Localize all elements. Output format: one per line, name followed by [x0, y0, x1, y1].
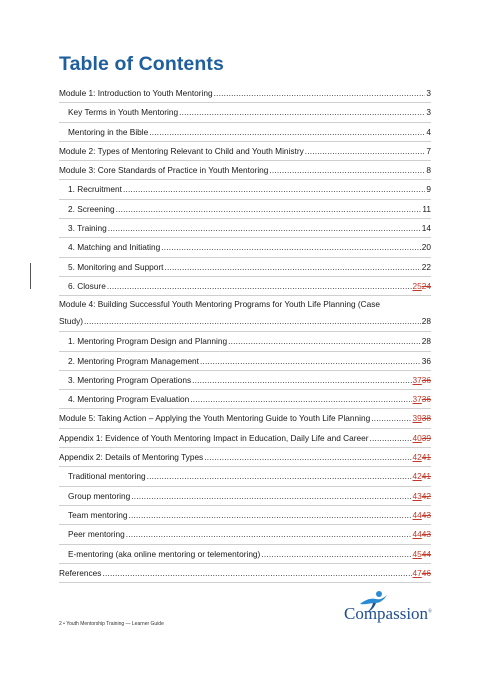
leader-dots	[179, 103, 425, 121]
toc-entry-label: 3. Mentoring Program Operations	[68, 374, 192, 385]
deleted-page-number: 24	[421, 280, 431, 291]
leader-dots	[305, 142, 426, 160]
toc-entry-page	[413, 506, 431, 524]
revised-page-number: 37	[412, 374, 422, 385]
toc-entry[interactable]	[59, 161, 431, 180]
toc-entry-label: Module 1: Introduction to Youth Mentoring	[59, 88, 213, 98]
revised-page-number: 47	[412, 567, 422, 578]
toc-entry-page	[413, 564, 431, 582]
toc-entry-page: 22	[421, 261, 431, 272]
toc-entry-label: E-mentoring (aka online mentoring or telementoring)	[68, 548, 261, 559]
toc-entry-page	[413, 467, 431, 485]
revised-page-number: 42	[412, 471, 422, 482]
toc-entry-label: Traditional mentoring	[68, 471, 146, 482]
toc-entry[interactable]	[59, 296, 431, 332]
toc-entry-page	[413, 371, 431, 389]
toc-entry[interactable]	[59, 545, 431, 564]
toc-entry-label: 3. Training	[68, 223, 107, 234]
toc-entry-label: Appendix 2: Details of Mentoring Types	[59, 452, 204, 463]
toc-entry[interactable]	[59, 448, 431, 467]
toc-entry[interactable]	[59, 332, 431, 351]
toc-entry-page: 14	[421, 223, 431, 234]
deleted-page-number: 38	[421, 413, 431, 424]
toc-entry-page: 20	[421, 242, 431, 253]
leader-dots	[190, 390, 411, 408]
toc-entry-label: Key Terms in Youth Mentoring	[68, 107, 179, 118]
compassion-logo	[344, 590, 439, 630]
toc-entry-label: References	[59, 567, 102, 578]
revised-page-number: 43	[412, 490, 422, 501]
change-bar	[30, 263, 31, 289]
leader-dots	[129, 506, 412, 524]
leader-dots	[269, 161, 425, 179]
deleted-page-number: 41	[421, 452, 431, 463]
deleted-page-number: 36	[421, 394, 431, 405]
leader-dots	[200, 352, 421, 370]
toc-entry-page	[413, 429, 431, 447]
leader-dots	[102, 564, 411, 582]
leader-dots	[214, 84, 426, 102]
leader-dots	[192, 371, 411, 389]
deleted-page-number: 36	[421, 374, 431, 385]
toc-entry[interactable]	[59, 123, 431, 142]
leader-dots	[107, 277, 412, 295]
compassion-wordmark: Compassion®	[344, 604, 432, 623]
toc-entry-label: Module 5: Taking Action – Applying the Youth Mentoring Guide to Youth Life Planning	[59, 413, 371, 424]
toc-entry-label: Module 3: Core Standards of Practice in Youth Mentoring	[59, 165, 269, 176]
page-title: Table of Contents	[59, 53, 224, 75]
toc-entry[interactable]	[59, 277, 431, 296]
revised-page-number: 44	[412, 509, 422, 520]
leader-dots	[161, 238, 421, 256]
toc-entry-page	[413, 545, 431, 563]
leader-dots	[123, 180, 425, 198]
leader-dots	[164, 258, 420, 276]
leader-dots	[116, 200, 422, 218]
leader-dots	[228, 332, 421, 350]
toc-entry[interactable]	[59, 487, 431, 506]
deleted-page-number: 43	[421, 509, 431, 520]
leader-dots	[126, 525, 412, 543]
toc-entry[interactable]	[59, 258, 431, 277]
toc-entry-label: 4. Mentoring Program Evaluation	[68, 394, 190, 405]
toc-entry[interactable]	[59, 525, 431, 544]
toc-entry-label: 2. Screening	[68, 203, 115, 214]
leader-dots	[371, 409, 411, 427]
toc-entry[interactable]	[59, 564, 431, 583]
leader-dots	[369, 429, 411, 447]
toc-entry[interactable]	[59, 409, 431, 428]
toc-entry-label: 4. Matching and Initiating	[68, 242, 161, 253]
toc-entry-page	[413, 525, 431, 543]
toc-entry[interactable]	[59, 371, 431, 390]
leader-dots	[149, 123, 425, 141]
toc-entry[interactable]	[59, 84, 431, 103]
revised-page-number: 44	[412, 529, 422, 540]
toc-entry-page	[413, 409, 431, 427]
toc-entry-label: 1. Recruitment	[68, 184, 122, 195]
toc-entry-label: Appendix 1: Evidence of Youth Mentoring Impact in Education, Daily Life and Career	[59, 432, 369, 443]
revised-page-number: 42	[412, 452, 422, 463]
toc-entry-page	[413, 390, 431, 408]
toc-entry-page: 7	[426, 145, 431, 156]
leader-dots	[84, 313, 421, 330]
toc-entry-page: 9	[426, 184, 431, 195]
toc-entry-label: 5. Monitoring and Support	[68, 261, 164, 272]
toc-entry-label: Group mentoring	[68, 490, 131, 501]
toc-entry[interactable]	[59, 200, 431, 219]
leader-dots	[108, 219, 421, 237]
toc-entry[interactable]	[59, 142, 431, 161]
deleted-page-number: 46	[421, 567, 431, 578]
revised-page-number: 45	[412, 548, 422, 559]
toc-entry-label-continued: Study)	[59, 316, 83, 327]
toc-entry-page: 36	[421, 355, 431, 366]
toc-entry-label: Mentoring in the Bible	[68, 126, 149, 137]
toc-entry[interactable]	[59, 103, 431, 122]
toc-entry-page: 3	[426, 107, 431, 118]
toc-entry-page: 11	[422, 203, 431, 214]
toc-entry-page: 28	[421, 336, 431, 347]
toc-entry-page	[413, 277, 431, 295]
toc-entry-label: Module 4: Building Successful Youth Mentoring Programs for Youth Life Planning (Case	[59, 299, 381, 310]
toc-entry-label: 6. Closure	[68, 280, 106, 291]
toc-entry-page: 3	[426, 88, 431, 98]
toc-entry-page: 4	[426, 126, 431, 137]
toc-entry-page	[413, 487, 431, 505]
toc-entry-label: Peer mentoring	[68, 529, 125, 540]
leader-dots	[204, 448, 411, 466]
leader-dots	[147, 467, 412, 485]
toc-entry[interactable]	[59, 219, 431, 238]
deleted-page-number: 42	[421, 490, 431, 501]
deleted-page-number: 39	[421, 432, 431, 443]
toc-entry-label: Module 2: Types of Mentoring Relevant to Child and Youth Ministry	[59, 145, 304, 156]
toc-entry[interactable]	[59, 238, 431, 257]
toc-entry-page: 8	[426, 165, 431, 176]
toc-entry[interactable]	[59, 180, 431, 199]
toc-entry[interactable]	[59, 390, 431, 409]
leader-dots	[131, 487, 411, 505]
deleted-page-number: 44	[421, 548, 431, 559]
toc-entry-label: Team mentoring	[68, 509, 128, 520]
revised-page-number: 39	[412, 413, 422, 424]
page-footer: 2 • Youth Mentorship Training — Learner Guide	[59, 621, 164, 627]
revised-page-number: 25	[412, 280, 422, 291]
toc-entry[interactable]	[59, 506, 431, 525]
revised-page-number: 37	[412, 394, 422, 405]
toc-entry-label: 2. Mentoring Program Management	[68, 355, 199, 366]
toc-entry[interactable]	[59, 467, 431, 486]
toc-entry[interactable]	[59, 352, 431, 371]
deleted-page-number: 43	[421, 529, 431, 540]
toc-entry-page	[413, 448, 431, 466]
deleted-page-number: 41	[421, 471, 431, 482]
table-of-contents	[59, 84, 431, 583]
toc-entry-label: 1. Mentoring Program Design and Planning	[68, 336, 228, 347]
revised-page-number: 40	[412, 432, 422, 443]
leader-dots	[261, 545, 411, 563]
toc-entry-page: 28	[421, 316, 431, 327]
toc-entry[interactable]	[59, 429, 431, 448]
